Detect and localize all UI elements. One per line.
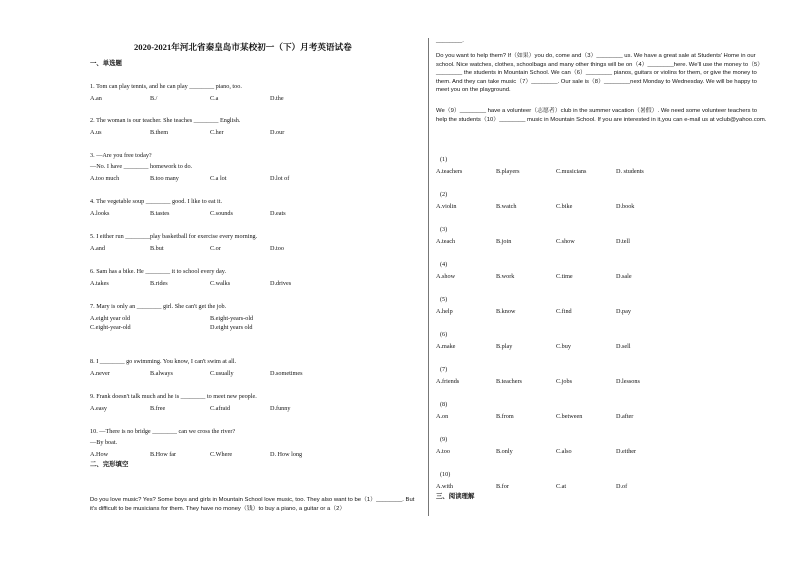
option: B.only (496, 448, 513, 455)
option: A.too (436, 448, 450, 455)
cloze-number: (10) (440, 471, 451, 478)
option: D.tell (616, 238, 630, 245)
option: D. students (616, 168, 644, 175)
question-stem: 9. Frank doesn't talk much and he is ________ to meet new people. (90, 393, 257, 400)
option: C.also (556, 448, 572, 455)
option: D.either (616, 448, 637, 455)
option: C.find (556, 308, 572, 315)
cloze-number: (9) (440, 436, 448, 443)
question-stem: 7. Mary is only an ________ girl. She can't get the job. (90, 303, 227, 310)
option: B.tastes (150, 210, 170, 217)
section-heading-cloze: 二、完形填空 (90, 461, 129, 468)
cloze-number: (1) (440, 156, 448, 163)
option: C.at (556, 483, 567, 490)
option: C.eight-year-old (90, 324, 131, 331)
option: B.but (150, 245, 164, 252)
question-stem-line2: —By boat. (90, 439, 118, 446)
option: C.sounds (210, 210, 233, 217)
option: A.teach (436, 238, 456, 245)
option: B.for (496, 483, 509, 490)
option: A.How (90, 451, 109, 458)
question-stem: 1. Tom can play tennis, and he can play ________ piano, too. (90, 83, 242, 90)
option: B.How far (150, 451, 177, 458)
question-stem: 4. The vegetable soup ________ good. I like to eat it. (90, 198, 223, 205)
cloze-passage-continued: ________. (436, 38, 464, 44)
option: B.too many (150, 175, 179, 182)
option: B./ (150, 95, 158, 102)
option: D.funny (270, 405, 291, 412)
option: A.too much (90, 175, 120, 182)
option: C.Where (210, 451, 233, 458)
cloze-passage-paragraph: We（9）________ have a volunteer（志愿者）club in the summer vacation（暑假）. We need some volunteer teachers to help the students（10）________ music in Mountain School. If you are interested in it,you can e-mail us at vclub@yahoo.com. (436, 108, 767, 123)
left-column (90, 0, 420, 562)
option: C.or (210, 245, 221, 252)
question-stem-line2: —No. I have ________ homework to do. (90, 163, 193, 170)
option: B.know (496, 308, 516, 315)
option: C.afraid (210, 405, 231, 412)
option: A.teachers (436, 168, 463, 175)
option: D.too (270, 245, 284, 252)
option: D.the (270, 95, 284, 102)
question-stem: 6. Sam has a bike. He ________ it to school every day. (90, 268, 227, 275)
option: A.show (436, 273, 456, 280)
page-title: 2020-2021年河北省秦皇岛市某校初一（下）月考英语试卷 (134, 42, 352, 52)
option: C.between (556, 413, 583, 420)
option: D.after (616, 413, 634, 420)
cloze-passage-paragraph: Do you want to help them? If（如果）you do, come and（3）________ us. We have a great sale at Students' Home in our school. Nice watches, clothes, schoolbags and many other things will be on（4）________here. We'll use the money to（5）________ the students in Mountain School. We can（6）________ pianos, guitars or violins for them, or give the money to them. And they can take music（7）________. Our sale is（8）________next Monday to Wednesday. We will be happy to meet you on the playground. (436, 53, 764, 94)
option: A.never (90, 370, 110, 377)
question-stem: 10. —There is no bridge ________ can we cross the river? (90, 428, 236, 435)
cloze-number: (4) (440, 261, 448, 268)
cloze-number: (2) (440, 191, 448, 198)
option: D.lessons (616, 378, 640, 385)
option: D.sometimes (270, 370, 303, 377)
option: B.them (150, 129, 169, 136)
option: C.walks (210, 280, 231, 287)
option: C.usually (210, 370, 234, 377)
option: C.jobs (556, 378, 572, 385)
option: B.from (496, 413, 514, 420)
option: C.show (556, 238, 575, 245)
option: B.play (496, 343, 513, 350)
option: A.us (90, 129, 102, 136)
option: B.eight-years-old (210, 315, 254, 322)
cloze-number: (3) (440, 226, 448, 233)
question-stem: 2. The woman is our teacher. She teaches ________ English. (90, 117, 241, 124)
cloze-passage-intro: Do you love music? Yes? Some boys and girls in Mountain School love music, too. They also want to be（1）________. But it's difficult to be musicians for them. They have no money（钱）to buy a piano, a guitar or a（2） (90, 497, 415, 512)
option: C.bike (556, 203, 573, 210)
question-stem: 3. —Are you free today? (90, 152, 152, 159)
option: D.of (616, 483, 628, 490)
question-stem: 8. I ________ go swimming. You know, I can't swim at all. (90, 358, 237, 365)
option: D.drives (270, 280, 292, 287)
column-divider (428, 38, 429, 516)
option: A.looks (90, 210, 110, 217)
section-heading-reading: 三、阅读理解 (436, 493, 475, 500)
option: D.eight years old (210, 324, 253, 331)
option: A.on (436, 413, 449, 420)
option: A.and (90, 245, 105, 252)
option: D.sale (616, 273, 632, 280)
option: B.watch (496, 203, 517, 210)
option: D.lot of (270, 175, 290, 182)
cloze-number: (5) (440, 296, 448, 303)
option: D.book (616, 203, 635, 210)
question-stem: 5. I either run ________play basketball for exercise every morning. (90, 233, 258, 240)
cloze-number: (8) (440, 401, 448, 408)
option: B.rides (150, 280, 168, 287)
option: A.an (90, 95, 102, 102)
option: C.buy (556, 343, 571, 350)
option: A.make (436, 343, 456, 350)
option: A.takes (90, 280, 109, 287)
option: B.free (150, 405, 166, 412)
cloze-number: (6) (440, 331, 448, 338)
cloze-number: (7) (440, 366, 448, 373)
option: A.friends (436, 378, 460, 385)
option: C.musicians (556, 168, 587, 175)
option: D. How long (270, 451, 303, 458)
option: D.our (270, 129, 285, 136)
option: A.with (436, 483, 454, 490)
option: B.work (496, 273, 515, 280)
option: A.violin (436, 203, 457, 210)
option: A.help (436, 308, 453, 315)
section-heading-single-choice: 一、单选题 (90, 60, 122, 67)
option: B.always (150, 370, 173, 377)
option: D.sell (616, 343, 631, 350)
option: B.join (496, 238, 512, 245)
option: B.teachers (496, 378, 522, 385)
option: C.time (556, 273, 573, 280)
option: C.a lot (210, 175, 227, 182)
option: C.a (210, 95, 219, 102)
option: A.eight year old (90, 315, 131, 322)
option: D.pay (616, 308, 631, 315)
option: A.easy (90, 405, 108, 412)
option: B.players (496, 168, 520, 175)
option: C.her (210, 129, 224, 136)
right-column (436, 0, 768, 562)
option: D.eats (270, 210, 286, 217)
